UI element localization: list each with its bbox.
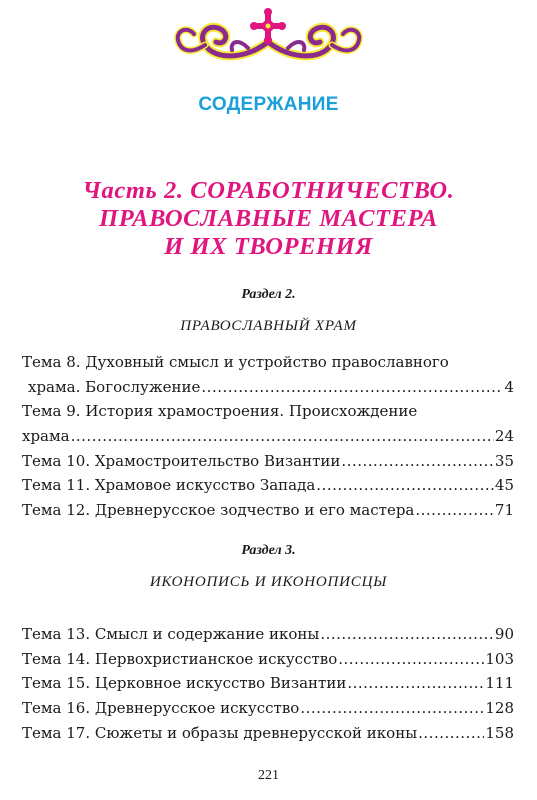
part-title <box>40 177 497 261</box>
toc-leader <box>201 375 503 400</box>
toc-list <box>22 350 514 523</box>
toc-leader <box>316 473 494 498</box>
cross-icon <box>250 8 286 44</box>
page-number: 221 <box>258 768 279 783</box>
toc-page-number: 103 <box>485 649 514 668</box>
toc-leader <box>338 647 484 672</box>
toc-page-number: 90 <box>494 625 514 643</box>
toc-page-number: 45 <box>494 476 514 495</box>
toc-entry-title: Тема 15. Церковное искусство Византии <box>22 674 347 693</box>
toc-entry[interactable] <box>22 622 514 647</box>
toc-entry-title: Тема 10. Храмостроительство Византии <box>22 451 341 470</box>
section-label: Раздел 3. <box>241 543 296 558</box>
toc-leader <box>341 449 494 474</box>
toc-entry[interactable] <box>22 647 514 672</box>
toc-leader <box>418 721 484 746</box>
toc-entry-title: Тема 16. Древнерусское искусство <box>22 699 300 718</box>
contents-heading: СОДЕРЖАНИЕ <box>198 94 339 115</box>
toc-entry[interactable] <box>22 721 514 746</box>
section-title: ИКОНОПИСЬ И ИКОНОПИСЦЫ <box>149 574 388 590</box>
toc-entry-title: Тема 9. История храмостроения. Происхождение <box>22 402 418 421</box>
toc-entry-title: храма. Богослужение <box>28 377 201 396</box>
toc-entry[interactable] <box>22 449 514 474</box>
toc-page-number: 71 <box>494 501 514 520</box>
toc-entry-title: Тема 14. Первохристианское искусство <box>22 649 338 668</box>
section-label: Раздел 2. <box>241 287 296 302</box>
part-title-line: ПРАВОСЛАВНЫЕ МАСТЕРА <box>99 205 438 232</box>
part-title-line: И ИХ ТВОРЕНИЯ <box>164 233 373 260</box>
toc-leader <box>415 498 494 523</box>
toc-page-number: 4 <box>504 377 514 396</box>
toc-entry[interactable] <box>22 473 514 498</box>
toc-leader <box>320 622 494 647</box>
toc-page-number: 111 <box>485 674 514 693</box>
toc-entry-title: храма <box>22 427 70 446</box>
toc-entry[interactable] <box>22 696 514 721</box>
section-title: ПРАВОСЛАВНЫЙ ХРАМ <box>180 318 357 334</box>
toc-entry-title: Тема 12. Древнерусское зодчество и его мастера <box>22 501 415 520</box>
toc-leader <box>347 671 484 696</box>
toc-entry-title: Тема 17. Сюжеты и образы древнерусской иконы <box>22 723 418 742</box>
toc-entry-title: Тема 11. Храмовое искусство Запада <box>22 476 316 495</box>
toc-entry[interactable] <box>22 498 514 523</box>
toc-page-number: 128 <box>485 699 514 718</box>
toc-entry[interactable] <box>22 399 514 448</box>
toc-page-number: 35 <box>494 451 514 470</box>
part-title-line: Часть 2. СОРАБОТНИЧЕСТВО. <box>82 177 455 204</box>
toc-entry-title: Тема 13. Смысл и содержание иконы <box>22 625 320 643</box>
toc-entry[interactable] <box>22 671 514 696</box>
toc-page-number: 158 <box>485 723 514 742</box>
toc-page-number: 24 <box>494 427 514 446</box>
toc-leader <box>71 424 494 449</box>
toc-list <box>22 622 514 745</box>
toc-entry[interactable] <box>22 350 514 399</box>
toc-leader <box>300 696 484 721</box>
ornament-header <box>0 0 537 75</box>
toc-entry-title: Тема 8. Духовный смысл и устройство православного <box>22 353 449 371</box>
